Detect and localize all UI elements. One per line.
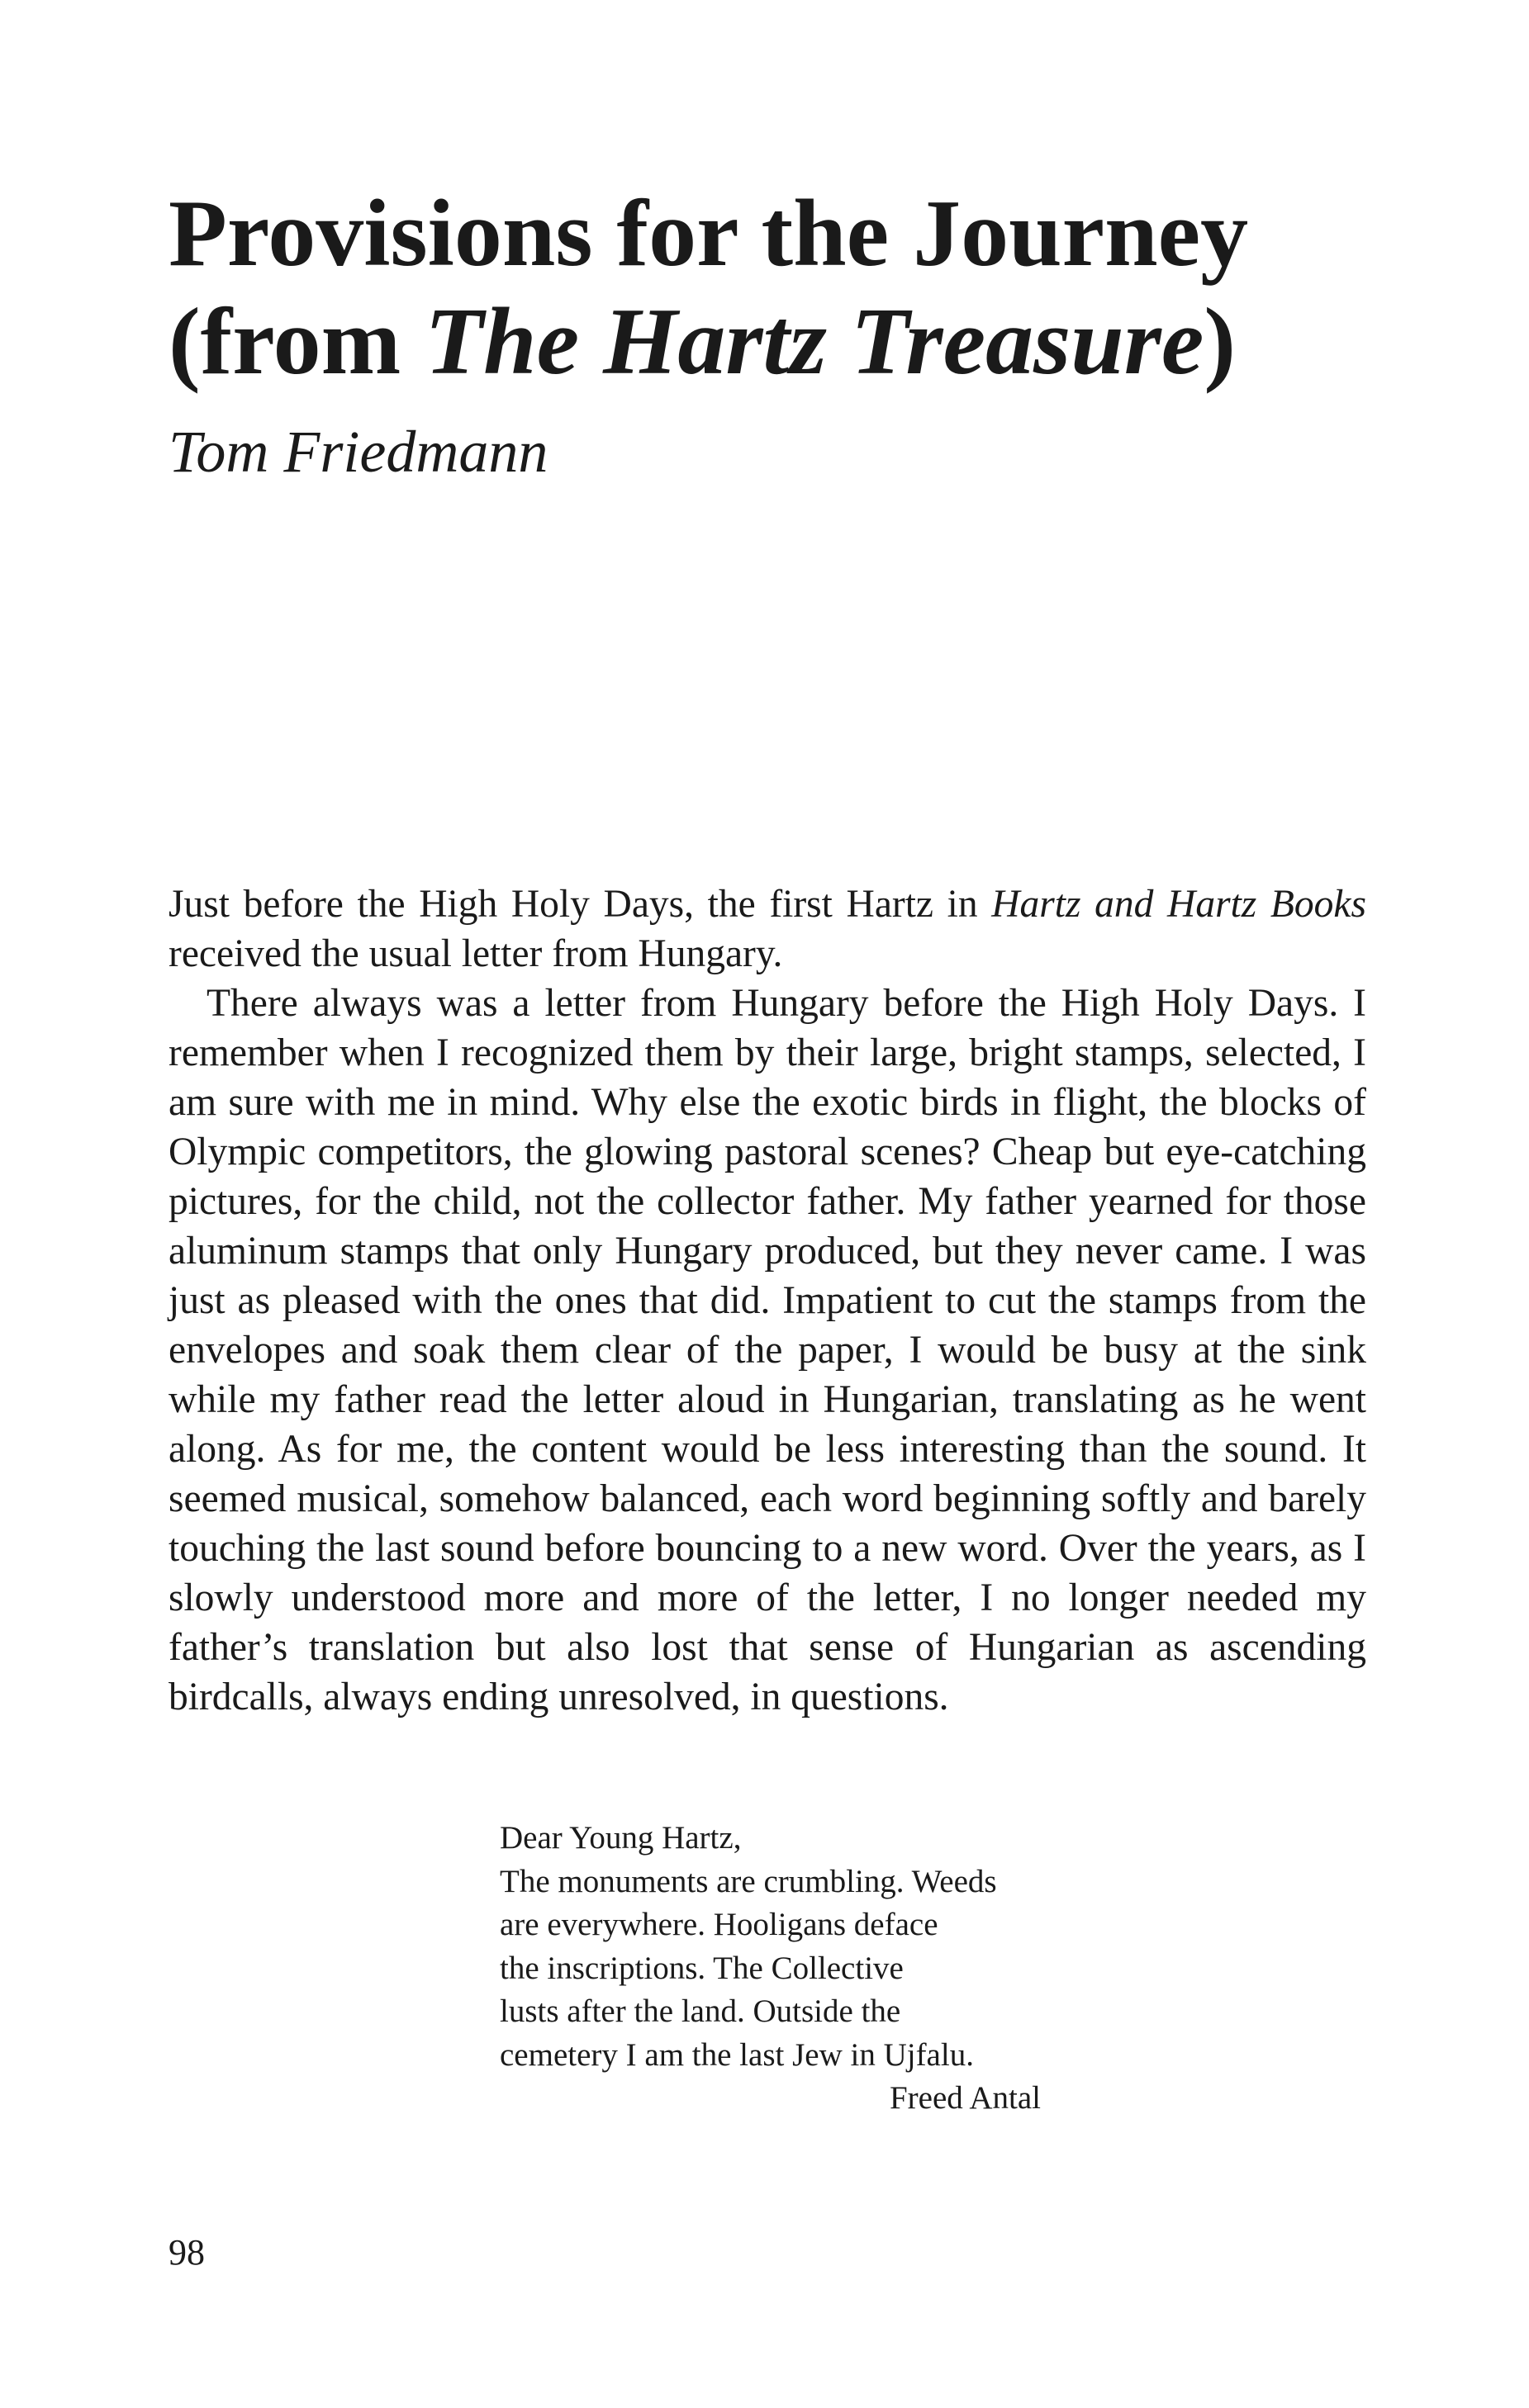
quoted-letter [500, 1817, 1045, 2121]
title-line-2 [169, 288, 1408, 396]
author-name: Tom Friedmann [169, 419, 548, 485]
letter-line: Dear Young Hartz, [500, 1820, 742, 1856]
bookstore-name: Hartz and Hartz Books [991, 883, 1366, 926]
letter-line: are everywhere. Hooligans deface [500, 1907, 938, 1942]
letter-line: the inscriptions. The Collective [500, 1950, 904, 1986]
page-number: 98 [169, 2232, 205, 2273]
letter-line: The monuments are crumbling. Weeds [500, 1863, 997, 1899]
letter-line: lusts after the land. Outside the [500, 1993, 901, 2029]
title-line-1: Provisions for the Journey [169, 181, 1249, 287]
paragraph-1 [169, 879, 1366, 979]
title-open-paren: (from [169, 289, 425, 395]
paragraph-1-end: received the usual letter from Hungary. [169, 932, 783, 975]
body-text [169, 879, 1366, 1722]
paragraph-2: There always was a letter from Hungary before the High Holy Days. I remember when I recognized them by their large, bright stamps, selected, I am sure with me in mind. Why else the exotic birds in flight, the blocks of Olympic competitors, the glowing pastoral scenes? Cheap but eye-catching pictures, for the child, not the collector father. My father yearned for those aluminum stamps that only Hungary produced, but they never came. I was just as pleased with the ones that did. Impatient to cut the stamps from the envelopes and soak them clear of the paper, I would be busy at the sink while my father read the letter aloud in Hungarian, translating as he went along. As for me, the content would be less interesting than the sound. It seemed musical, somehow balanced, each word beginning softly and barely touching the last sound before bouncing to a new word. Over the years, as I slowly understood more and more of the letter, I no longer needed my father’s translation but also lost that sense of Hungarian as ascending birdcalls, always ending unresolved, in questions. [169, 982, 1366, 1718]
paragraph-1-start: Just before the High Holy Days, the first Hartz in [169, 883, 992, 926]
book-title: The Hartz Treasure [425, 289, 1204, 395]
title-close-paren: ) [1204, 289, 1236, 395]
letter-signature: Freed Antal [889, 2080, 1041, 2116]
letter-line: cemetery I am the last Jew in Ujfalu. [500, 2036, 974, 2073]
article-title [169, 180, 1408, 396]
